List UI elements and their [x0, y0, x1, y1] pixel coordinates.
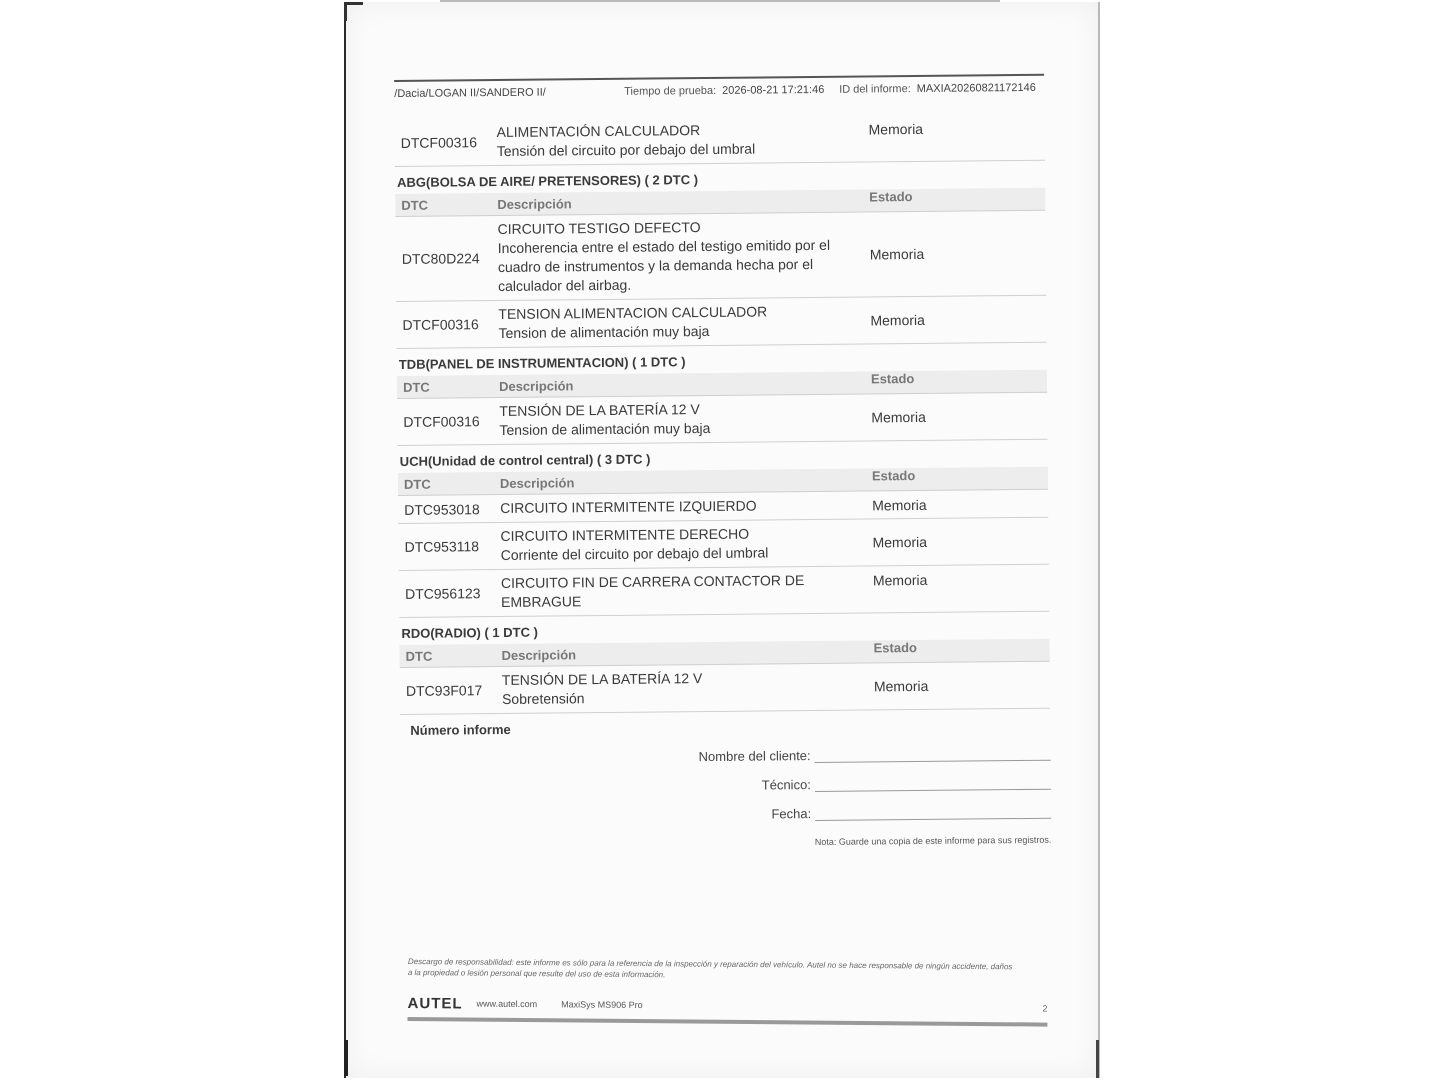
- column-header-state: Estado: [873, 639, 917, 655]
- dtc-title: TENSION ALIMENTACION CALCULADOR: [498, 303, 768, 323]
- dtc-code: DTC953118: [404, 538, 480, 555]
- section-title: ABG(BOLSA DE AIRE/ PRETENSORES) ( 2 DTC ): [397, 172, 699, 190]
- dtc-code: DTC80D224: [401, 250, 480, 267]
- test-time-value: 2026-08-21 17:21:46: [722, 83, 825, 97]
- dtc-title: ALIMENTACIÓN CALCULADOR: [496, 122, 701, 141]
- autel-logo: AUTEL: [407, 994, 463, 1012]
- dtc-code: DTC93F017: [405, 682, 483, 699]
- column-header-state: Estado: [870, 370, 915, 386]
- dtc-description: [499, 394, 871, 444]
- table-row: [398, 518, 1048, 571]
- dtc-description: [497, 212, 870, 300]
- column-header-state: Estado: [869, 188, 913, 204]
- test-time: [624, 84, 839, 104]
- client-name-label: Nombre del cliente:: [698, 748, 811, 765]
- dtc-state: Memoria: [872, 496, 927, 514]
- dtc-description: [500, 491, 872, 522]
- dtc-description: [496, 115, 868, 165]
- dtc-detail: Tension de alimentación muy baja: [498, 322, 710, 342]
- disclaimer-line-2: a la propiedad o lesión personal que resulte del uso de esta información.: [407, 967, 666, 980]
- dtc-sections: [395, 161, 1050, 715]
- report-id-value: MAXIA20260821172146: [916, 81, 1036, 95]
- report-note: Nota: Guarde una copia de este informe para sus registros.: [814, 834, 1052, 847]
- table-row: [397, 393, 1047, 446]
- footer-website: www.autel.com: [476, 998, 538, 1010]
- date-label: Fecha:: [771, 806, 812, 822]
- footer-brand-row: [407, 992, 1047, 1020]
- paper-edge-mark: [344, 1040, 358, 1076]
- technician-label: Técnico:: [761, 777, 811, 793]
- dtc-state: Memoria: [869, 245, 925, 263]
- client-name-line: [815, 746, 1051, 763]
- technician-line: [815, 775, 1051, 792]
- dtc-code: DTC956123: [404, 585, 481, 602]
- dtc-state: Memoria: [873, 677, 929, 695]
- table-row: [395, 211, 1046, 302]
- section-title: UCH(Unidad de control central) ( 3 DTC ): [399, 451, 651, 469]
- column-header-description: Descripción: [499, 474, 575, 491]
- page-footer: [407, 956, 1048, 1027]
- dtc-description: [498, 297, 870, 347]
- dtc-state: Memoria: [870, 311, 925, 329]
- paper-corner-mark: [344, 2, 363, 21]
- dtc-state: Memoria: [872, 571, 928, 589]
- column-header-description: Descripción: [497, 195, 572, 212]
- dtc-title: CIRCUITO FIN DE CARRERA CONTACTOR DE EMBRAGUE: [500, 572, 805, 610]
- report-number-label: Número informe: [410, 721, 511, 738]
- table-row: [394, 114, 1044, 167]
- section-title: RDO(RADIO) ( 1 DTC ): [401, 624, 538, 641]
- paper-edge-mark-right: [1090, 1040, 1099, 1078]
- dtc-detail: calculador del airbag.: [498, 276, 632, 295]
- dtc-code: DTCF00316: [400, 134, 478, 151]
- dtc-detail: cuadro de instrumentos y la demanda hecha por el: [497, 255, 814, 276]
- report-header: [394, 76, 1044, 106]
- dtc-code: DTCF00316: [403, 413, 480, 430]
- column-header-state: Estado: [871, 467, 916, 483]
- dtc-title: TENSIÓN DE LA BATERÍA 12 V: [499, 401, 700, 420]
- table-row: [400, 662, 1050, 715]
- column-header-dtc: DTC: [402, 379, 430, 395]
- dtc-state: Memoria: [872, 533, 928, 551]
- test-time-label: Tiempo de prueba:: [624, 84, 717, 98]
- disclaimer-line-1: Descargo de responsabilidad: este informe es sólo para la referencia de la inspección y reparación del vehículo. Autel no se hace responsable de ningún accidente, daños: [407, 956, 1013, 972]
- date-line: [815, 804, 1051, 821]
- section-title: TDB(PANEL DE INSTRUMENTACION) ( 1 DTC ): [398, 354, 686, 372]
- dtc-description: [501, 566, 873, 616]
- dtc-state: Memoria: [871, 408, 926, 426]
- vehicle-path: /Dacia/LOGAN II/SANDERO II/: [394, 86, 546, 100]
- dtc-code: DTCF00316: [402, 316, 479, 333]
- table-row: [399, 565, 1049, 618]
- dtc-detail: Sobretensión: [501, 690, 585, 707]
- signature-date: [401, 790, 1051, 825]
- dtc-state: Memoria: [868, 120, 924, 138]
- report-content: [394, 64, 1051, 851]
- footer-device: MaxiSys MS906 Pro: [561, 999, 643, 1011]
- disclaimer: [408, 956, 1048, 984]
- column-header-description: Descripción: [501, 646, 577, 663]
- table-row: [396, 296, 1046, 349]
- dtc-title: CIRCUITO TESTIGO DEFECTO: [497, 219, 701, 238]
- dtc-detail: Incoherencia entre el estado del testigo emitido por el: [497, 236, 831, 257]
- dtc-detail: Corriente del circuito por debajo del umbral: [500, 544, 769, 563]
- column-header-dtc: DTC: [401, 197, 429, 213]
- dtc-code: DTC953018: [404, 500, 480, 518]
- report-id-label: ID del informe:: [839, 83, 911, 96]
- column-header-description: Descripción: [498, 377, 574, 394]
- page-number: 2: [1042, 1003, 1048, 1014]
- report-id: [839, 82, 1044, 102]
- column-header-dtc: DTC: [403, 476, 431, 492]
- dtc-description: [502, 663, 874, 713]
- dtc-detail: Tension de alimentación muy baja: [499, 419, 711, 439]
- dtc-detail: Tensión del circuito por debajo del umbral: [496, 140, 756, 160]
- dtc-description: [500, 519, 872, 569]
- column-header-dtc: DTC: [405, 648, 433, 664]
- dtc-title: CIRCUITO INTERMITENTE IZQUIERDO: [500, 497, 757, 517]
- dtc-title: CIRCUITO INTERMITENTE DERECHO: [500, 525, 750, 544]
- dtc-title: TENSIÓN DE LA BATERÍA 12 V: [501, 670, 703, 688]
